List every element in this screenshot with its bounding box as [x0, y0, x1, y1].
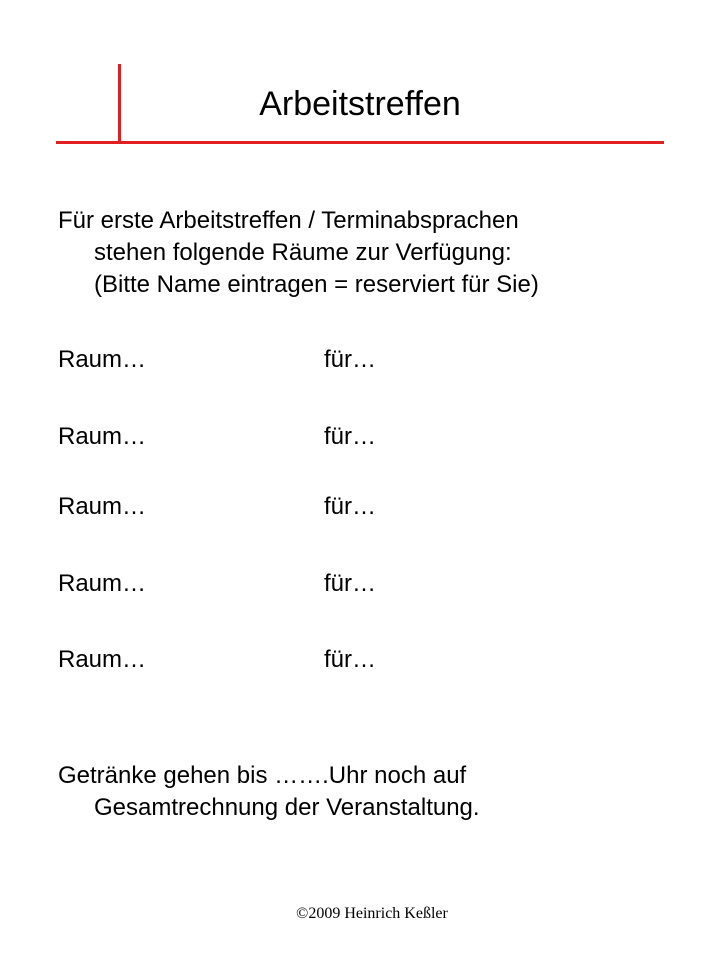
reserved-for-label: für… — [324, 423, 377, 450]
drinks-paragraph — [58, 760, 698, 824]
intro-line-3: (Bitte Name eintragen = reserviert für Sie) — [94, 271, 539, 298]
room-label: Raum… — [58, 346, 147, 373]
room-row — [58, 567, 658, 601]
room-label: Raum… — [58, 493, 147, 520]
horizontal-red-rule — [56, 141, 664, 144]
reserved-for-label: für… — [324, 646, 377, 673]
intro-paragraph — [58, 205, 698, 301]
room-row — [58, 643, 658, 677]
reserved-for-label: für… — [324, 493, 377, 520]
intro-line-1: Für erste Arbeitstreffen / Terminabsprachen — [58, 207, 519, 234]
room-row — [58, 490, 658, 524]
room-row — [58, 343, 658, 377]
room-label: Raum… — [58, 646, 147, 673]
page-title: Arbeitstreffen — [259, 85, 461, 123]
reserved-for-label: für… — [324, 346, 377, 373]
room-label: Raum… — [58, 423, 147, 450]
room-row — [58, 420, 658, 454]
copyright-footer: ©2009 Heinrich Keßler — [296, 905, 448, 922]
reserved-for-label: für… — [324, 570, 377, 597]
room-label: Raum… — [58, 570, 147, 597]
intro-line-2: stehen folgende Räume zur Verfügung: — [94, 239, 512, 266]
drinks-line-2: Gesamtrechnung der Veranstaltung. — [94, 794, 480, 821]
drinks-line-1: Getränke gehen bis …….Uhr noch auf — [58, 762, 467, 789]
